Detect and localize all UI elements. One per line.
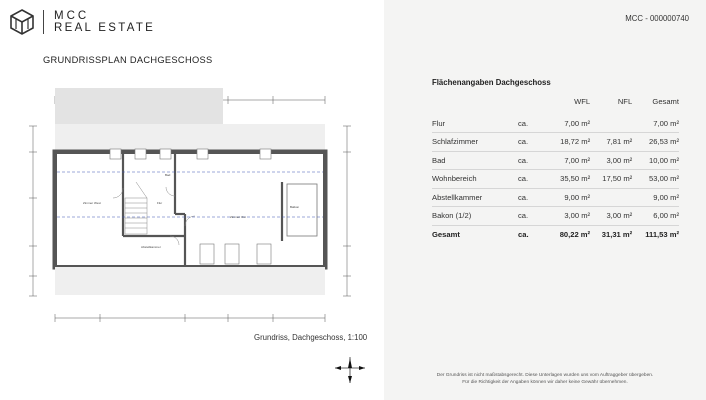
total-wfl: 80,22 m² [559,230,591,239]
logo-divider [43,10,44,34]
table-row [432,170,679,189]
area-table [432,96,679,244]
row-gesamt: 26,53 m² [632,133,679,152]
row-ca: ca. [518,188,548,207]
room-label: Balkon [290,205,300,209]
row-name: Wohnbereich [432,170,518,189]
row-nfl: 7,81 m² [590,133,632,152]
row-name: Abstellkammer [432,188,518,207]
row-ca: ca. [518,133,548,152]
room-label: Flur [157,201,163,205]
table-row [432,151,679,170]
total-gesamt: 111,53 m² [645,230,679,239]
mcc-cube-logo-icon [10,9,34,35]
row-gesamt: 53,00 m² [632,170,679,189]
disclaimer-footnote [398,373,692,387]
brand-logo [10,9,155,35]
row-nfl: 17,50 m² [590,170,632,189]
row-gesamt: 6,00 m² [632,207,679,226]
room-label: Zimmer West [83,201,101,205]
row-gesamt: 9,00 m² [632,188,679,207]
table-row [432,114,679,133]
row-nfl [590,114,632,133]
row-nfl: 3,00 m² [590,207,632,226]
header-name [432,96,518,114]
room-label: Bad [165,173,171,177]
row-wfl: 18,72 m² [548,133,590,152]
plan-title: GRUNDRISSPLAN DACHGESCHOSS [43,55,213,65]
table-total-row [432,225,679,244]
row-wfl: 35,50 m² [548,170,590,189]
brand-tagline: REAL ESTATE [54,22,156,34]
table-row [432,207,679,226]
room-label: Zimmer Ost [230,215,246,219]
row-name: Bakon (1/2) [432,207,518,226]
table-row [432,188,679,207]
row-ca: ca. [518,114,548,133]
row-wfl: 3,00 m² [548,207,590,226]
total-ca: ca. [518,230,529,239]
floor-plan-drawing [25,86,359,326]
row-ca: ca. [518,151,548,170]
room-label: Abstellkammer [141,245,161,249]
row-nfl: 3,00 m² [590,151,632,170]
row-wfl: 7,00 m² [548,114,590,133]
area-table-title: Flächenangaben Dachgeschoss [432,78,551,87]
plan-caption: Grundriss, Dachgeschoss, 1:100 [254,333,368,342]
disclaimer-line-2: Für die Richtigkeit der Angaben können wir daher keine Gewähr übernehmen. [462,379,628,385]
row-nfl [590,188,632,207]
row-name: Flur [432,114,518,133]
row-wfl: 7,00 m² [548,151,590,170]
row-name: Schlafzimmer [432,133,518,152]
reference-number: MCC - 000000740 [625,14,689,23]
row-name: Bad [432,151,518,170]
row-gesamt: 7,00 m² [632,114,679,133]
area-table-section [432,78,679,244]
row-ca: ca. [518,170,548,189]
header-wfl: WFL [574,96,591,106]
area-table-header [432,96,679,114]
row-ca: ca. [518,207,548,226]
header-gesamt: Gesamt [652,96,679,106]
brand-name: MCC [54,9,90,22]
header-ca [518,96,548,114]
total-nfl: 31,31 m² [601,230,633,239]
header-nfl: NFL [617,96,633,106]
compass-north-icon [333,355,367,385]
row-gesamt: 10,00 m² [632,151,679,170]
disclaimer-line-1: Der Grundriss ist nicht maßstabsgerecht. Diese Unterlagen wurden uns vom Auftraggeber übergeben. [436,373,654,378]
total-name: Gesamt [432,230,460,239]
table-row [432,133,679,152]
row-wfl: 9,00 m² [548,188,590,207]
